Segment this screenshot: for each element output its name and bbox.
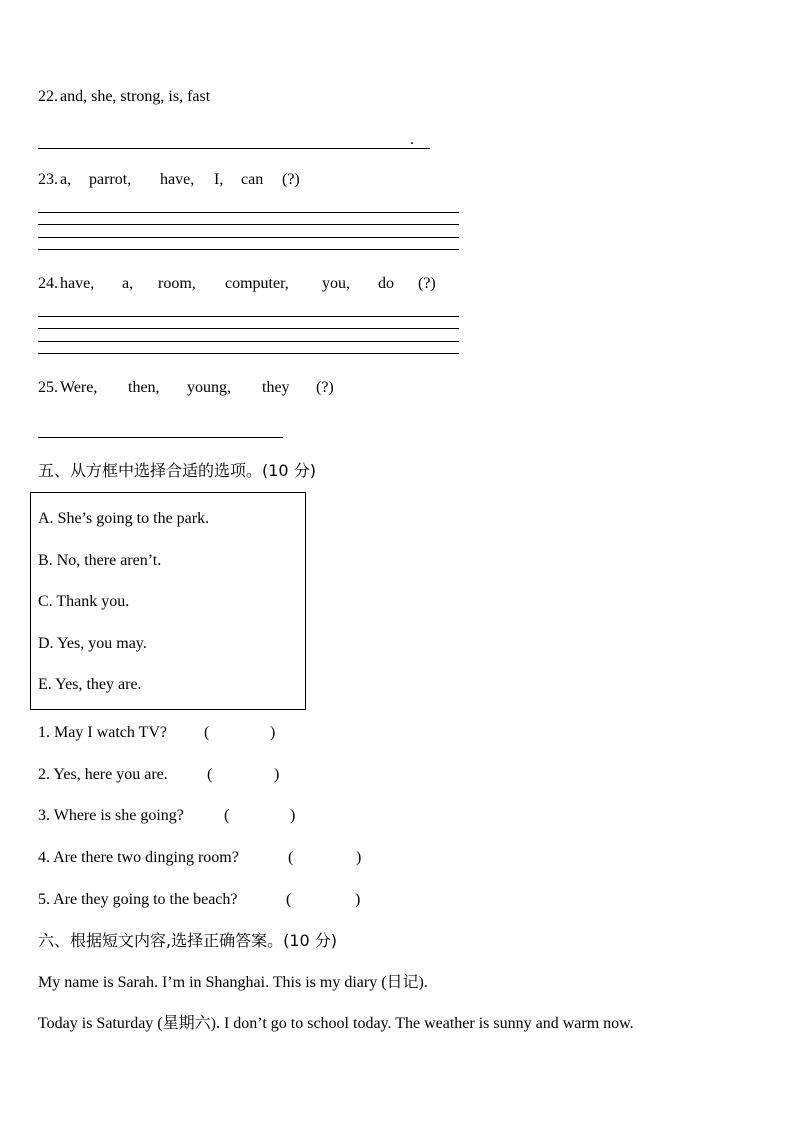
answer-line[interactable] (38, 148, 430, 149)
question-word: young, (187, 379, 231, 396)
answer-line[interactable] (38, 212, 459, 213)
question-word: then, (128, 379, 160, 396)
option-e: E. Yes, they are. (38, 676, 142, 693)
match-question-text: 5. Are they going to the beach? (38, 891, 238, 908)
match-question-text: 4. Are there two dinging room? (38, 849, 239, 866)
section-5-heading: 五、从方框中选择合适的选项。(10 分) (38, 461, 316, 480)
answer-line[interactable] (38, 341, 459, 342)
match-question-text: 3. Where is she going? (38, 807, 184, 824)
question-number: 25. (38, 379, 58, 396)
section-6-heading: 六、根据短文内容,选择正确答案。(10 分) (38, 931, 338, 950)
question-word: a, (60, 171, 72, 188)
question-number: 24. (38, 275, 58, 292)
answer-paren-open: ( (207, 766, 213, 783)
option-d: D. Yes, you may. (38, 635, 147, 652)
question-word: (?) (316, 379, 334, 396)
end-mark: . (410, 131, 414, 148)
answer-paren-close: ) (356, 849, 362, 866)
question-word: I, (214, 171, 224, 188)
question-word: a, (122, 275, 134, 292)
passage-paragraph-2: Today is Saturday (星期六). I don’t go to school today. The weather is sunny and warm now. (38, 1015, 634, 1032)
option-a: A. She’s going to the park. (38, 510, 210, 527)
answer-paren-close: ) (270, 724, 276, 741)
question-word: room, (158, 275, 196, 292)
answer-line[interactable] (38, 353, 459, 354)
match-question-text: 2. Yes, here you are. (38, 766, 168, 783)
passage-paragraph-1: My name is Sarah. I’m in Shanghai. This is my diary (日记). (38, 974, 428, 991)
answer-line[interactable] (38, 237, 459, 238)
option-c: C. Thank you. (38, 593, 130, 610)
answer-line[interactable] (38, 437, 283, 438)
question-word: (?) (282, 171, 300, 188)
question-number: 22. (38, 88, 58, 105)
question-word: Were, (60, 379, 98, 396)
answer-paren-close: ) (274, 766, 280, 783)
question-word: they (262, 379, 290, 396)
question-words: and, she, strong, is, fast (60, 88, 211, 105)
answer-line[interactable] (38, 316, 459, 317)
question-word: do (378, 275, 394, 292)
answer-paren-close: ) (355, 891, 361, 908)
question-word: you, (322, 275, 350, 292)
option-b: B. No, there aren’t. (38, 552, 162, 569)
question-word: parrot, (89, 171, 132, 188)
match-question-text: 1. May I watch TV? (38, 724, 167, 741)
answer-line[interactable] (38, 249, 459, 250)
answer-line[interactable] (38, 224, 459, 225)
answer-paren-open: ( (288, 849, 294, 866)
question-word: can (241, 171, 264, 188)
question-word: (?) (418, 275, 436, 292)
question-word: have, (60, 275, 95, 292)
answer-paren-open: ( (286, 891, 292, 908)
answer-paren-close: ) (290, 807, 296, 824)
answer-paren-open: ( (204, 724, 210, 741)
question-word: computer, (225, 275, 289, 292)
question-word: have, (160, 171, 195, 188)
answer-line[interactable] (38, 328, 459, 329)
answer-paren-open: ( (224, 807, 230, 824)
question-number: 23. (38, 171, 58, 188)
